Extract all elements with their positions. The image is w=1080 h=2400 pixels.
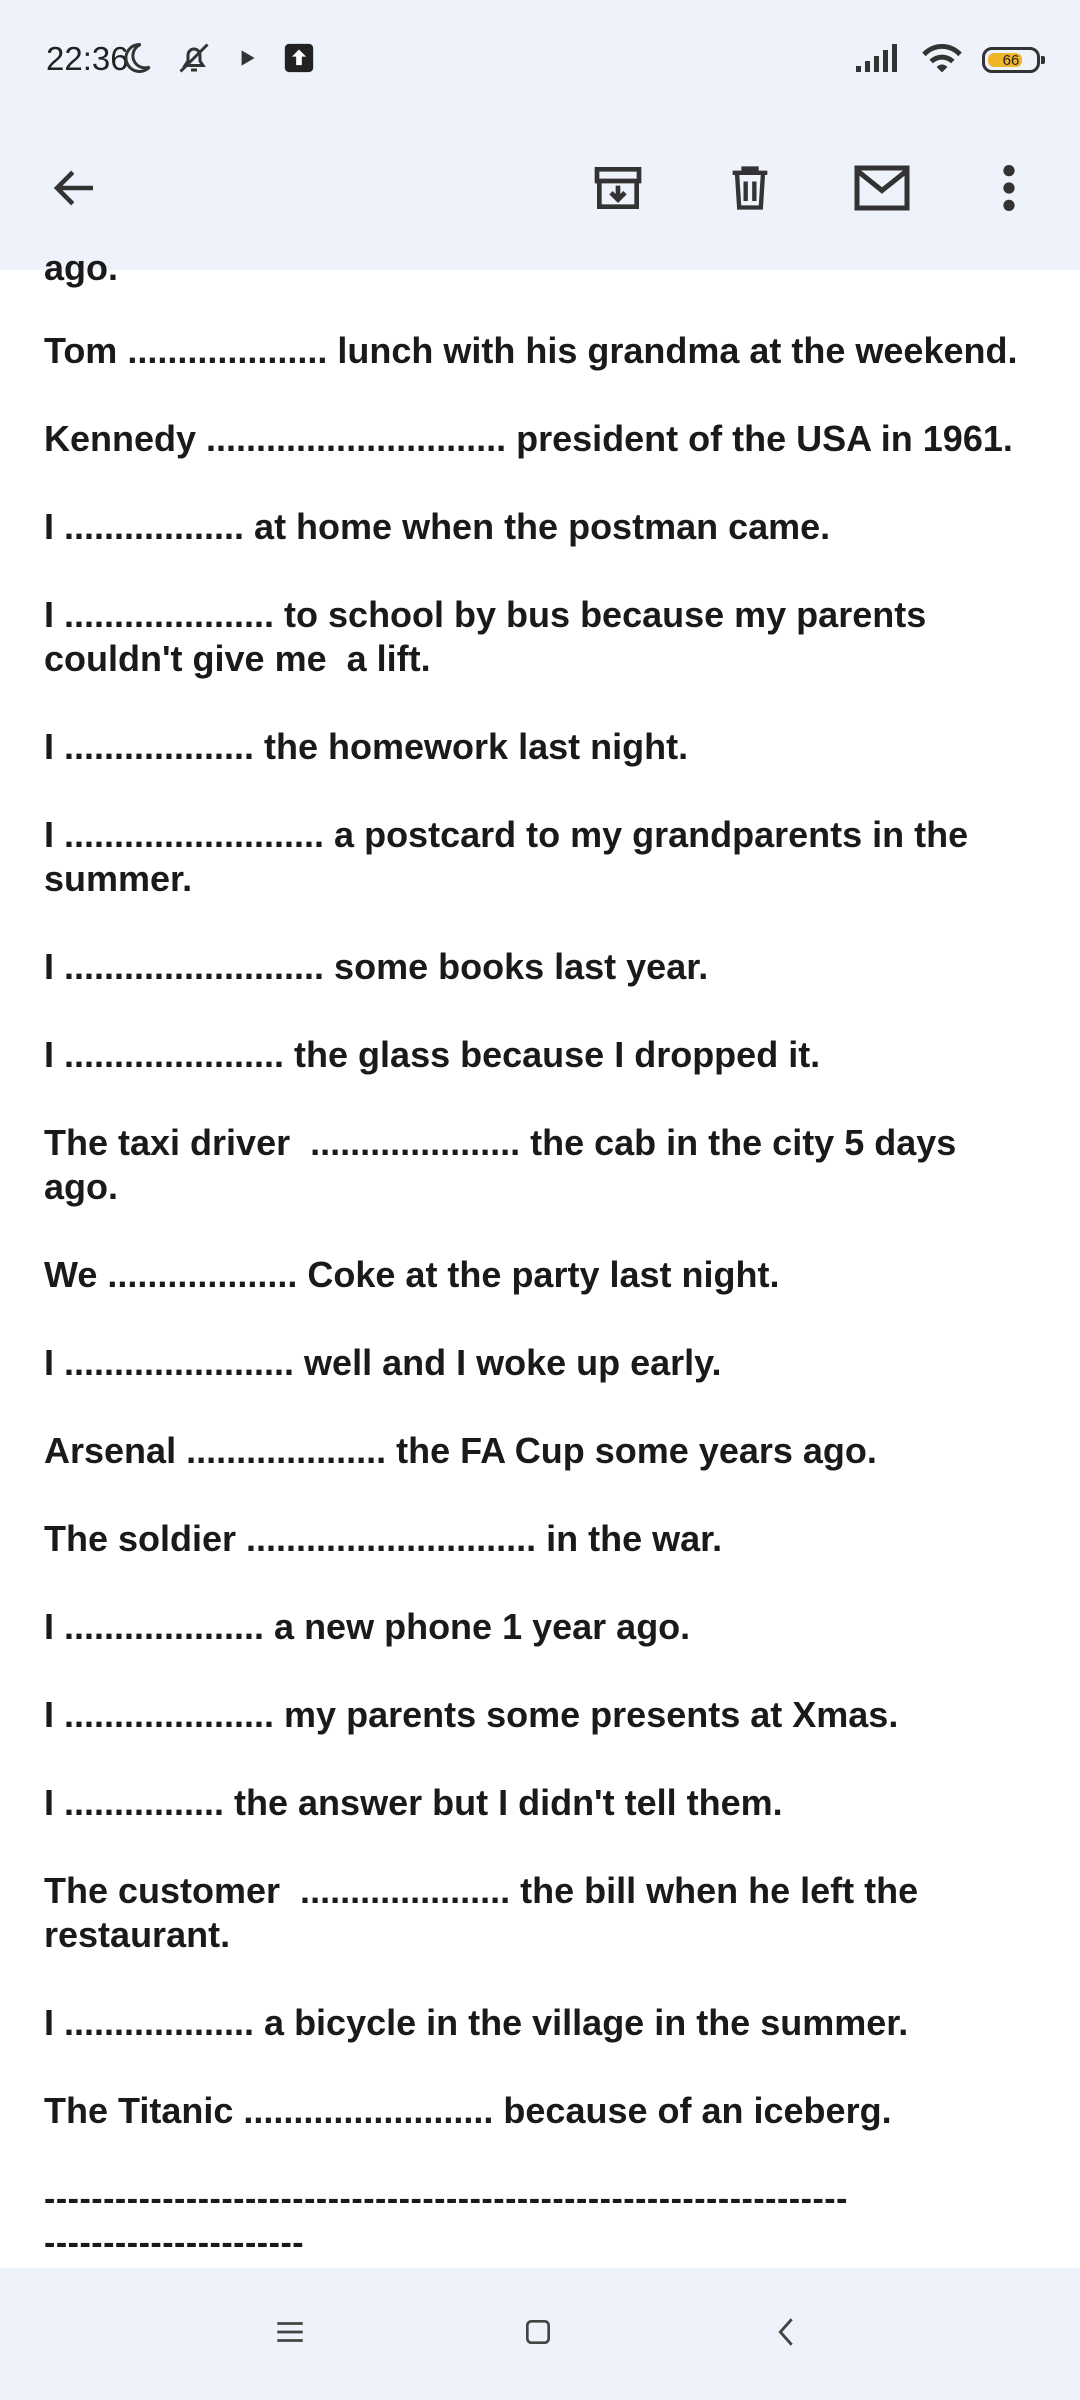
exercise-line: I .................... a new phone 1 year ago. (44, 1606, 691, 1647)
exercise-line: The taxi driver ..................... the cab in the city 5 days ago. (44, 1122, 957, 1207)
exercise-line: I ................... the homework last night. (44, 726, 689, 767)
recent-apps-button[interactable] (250, 2304, 330, 2364)
nav-back-button[interactable] (746, 2304, 826, 2364)
exercise-line: I ................ the answer but I didn't tell them. (44, 1782, 783, 1823)
exercise-line: I .......................... a postcard to my grandparents in the summer. (44, 814, 969, 899)
back-icon (771, 2315, 801, 2354)
bell-off-icon (176, 40, 212, 81)
exercise-line: I .......................... some books last year. (44, 946, 709, 987)
exercise-line: I ...................... the glass because I dropped it. (44, 1034, 821, 1075)
more-options-button[interactable] (964, 145, 1054, 235)
exercise-line: I .................. at home when the postman came. (44, 506, 831, 547)
menu-icon (273, 2317, 307, 2352)
delete-button[interactable] (705, 145, 795, 235)
delete-icon (724, 160, 776, 221)
archive-icon (590, 160, 646, 221)
back-arrow-icon (48, 161, 102, 220)
status-icons-left (118, 38, 316, 82)
status-bar (0, 0, 1080, 120)
exercise-line: I ..................... my parents some presents at Xmas. (44, 1694, 899, 1735)
upload-icon (282, 41, 316, 80)
exercise-line: The soldier ............................. in the war. (44, 1518, 723, 1559)
exercise-line: Tom .................... lunch with his grandma at the weekend. (44, 330, 1018, 371)
exercise-line: The customer ..................... the bill when he left the restaurant. (44, 1870, 919, 1955)
exercise-line: I ................... a bicycle in the village in the summer. (44, 2002, 909, 2043)
battery-icon (982, 47, 1040, 73)
exercise-line: Arsenal .................... the FA Cup some years ago. (44, 1430, 877, 1471)
mark-unread-button[interactable] (837, 145, 927, 235)
more-vert-icon (999, 162, 1019, 219)
status-icons-right (854, 38, 1040, 82)
back-button[interactable] (30, 145, 120, 235)
email-body (0, 247, 1080, 2268)
home-icon (522, 2316, 554, 2353)
archive-button[interactable] (573, 145, 663, 235)
status-time: 22:36 (46, 40, 129, 77)
home-button[interactable] (498, 2304, 578, 2364)
play-icon (234, 45, 260, 76)
battery-percent: 66 (1002, 51, 1020, 69)
exercise-line: The Titanic ......................... because of an iceberg. (44, 2090, 892, 2131)
system-nav-bar (0, 2268, 1080, 2400)
signal-icon (854, 42, 902, 79)
exercise-line: Kennedy .............................. president of the USA in 1961. (44, 418, 1013, 459)
exercise-line: I ....................... well and I woke up early. (44, 1342, 722, 1383)
exercise-line: We ................... Coke at the party last night. (44, 1254, 780, 1295)
dashed-separator: -------------------------------------------------------------------- ---------------------- (44, 2180, 848, 2262)
moon-icon (118, 40, 154, 81)
cut-off-line: ago. (44, 247, 119, 288)
mail-icon (852, 162, 912, 219)
wifi-icon (920, 40, 964, 81)
exercise-line: I ..................... to school by bus because my parents couldn't give me a lift. (44, 594, 927, 679)
